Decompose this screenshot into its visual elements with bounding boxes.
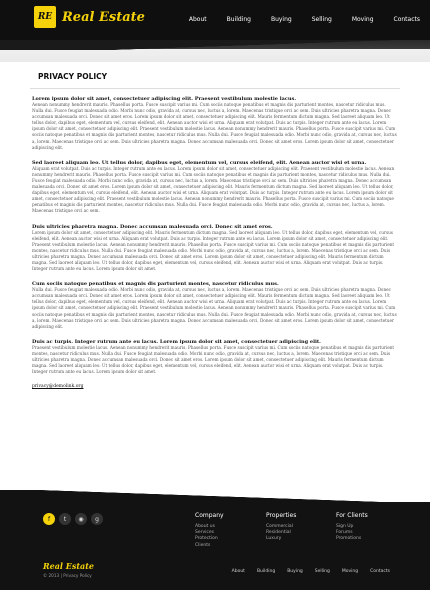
- section-body: Nulla dui. Fusce feugiat malesuada odio. Morbi nunc odio, gravida at, cursus nec, luctus a, lorem. Maecenas tristique orci ac sem. Duis ultricies pharetra magna. Donec accumsan malesuada orci. Donec sit amet eros. Lorem ipsum dolor sit amet, consectetuer adipiscing elit. Mauris fermentum dictum magna. Sed laoreet aliquam leo. Ut tellus dolor, dapibus eget, elementum vel, cursus eleifend, elit. Aenean auctor wisi et urna. Aliquam erat volutpat. Duis ac turpis. Integer rutrum ante eu lacus. Lorem ipsum dolor sit amet, consectetuer adipiscing elit. Praesent vestibulum molestie lacus. Aenean nonummy hendrerit mauris. Phasellus porta. Fusce suscipit varius mi. Cum sociis natoque penatibus et magnis dis parturient montes, nascetur ridiculus mus. Nulla dui. Fusce feugiat malesuada odio. Morbi nunc odio, gravida at, cursus nec, luctus a, lorem. Maecenas tristique orci ac sem. Duis ultricies pharetra magna. Donec accumsan malesuada orci. Donec sit amet eros. Lorem ipsum dolor sit amet, consectetuer adipiscing elit.: [32, 287, 397, 329]
- footer-col-title: Properties: [266, 512, 297, 519]
- policy-section: [32, 224, 398, 273]
- main-nav: [179, 0, 430, 40]
- site-footer: [0, 490, 430, 590]
- footer-link[interactable]: Commercial: [266, 524, 293, 529]
- footer-col-properties: [266, 512, 296, 543]
- policy-section: [32, 96, 398, 151]
- twitter-icon[interactable]: t: [59, 513, 71, 525]
- footer-col-title: For Clients: [336, 512, 368, 519]
- google-icon[interactable]: g: [91, 513, 103, 525]
- logo-text: Real Estate: [62, 9, 145, 25]
- header-band: [0, 40, 430, 62]
- footer-col-clients: [336, 512, 368, 543]
- footer-link[interactable]: About us: [195, 524, 215, 529]
- footer-nav-about[interactable]: About: [231, 569, 245, 574]
- footer-link[interactable]: Sign Up: [336, 524, 354, 529]
- social-links: [43, 513, 103, 525]
- footer-col-title: Company: [195, 512, 224, 519]
- footer-nav-contacts[interactable]: Contacts: [370, 569, 390, 574]
- facebook-icon[interactable]: f: [43, 513, 55, 525]
- section-heading: Lorem ipsum dolor sit amet, consectetuer adipiscing elit. Praesent vestibulum molestie lacus.: [32, 96, 297, 102]
- logo[interactable]: [34, 6, 145, 28]
- footer-logo[interactable]: Real Estate: [43, 561, 95, 571]
- footer-link[interactable]: Promotions: [336, 536, 362, 542]
- policy-section: [32, 160, 398, 215]
- site-header: [0, 0, 430, 40]
- main-content: [0, 89, 430, 389]
- section-heading: Duis ultricies pharetra magna. Donec accumsan malesuada orci. Donec sit amet eros.: [32, 223, 273, 230]
- nav-about[interactable]: About: [188, 16, 207, 23]
- section-heading: Duis ac turpis. Integer rutrum ante eu lacus. Lorem ipsum dolor sit amet, consectetuer adipiscing elit.: [32, 338, 321, 345]
- section-body: Praesent vestibulum molestie lacus. Aenean nonummy hendrerit mauris. Phasellus porta. Fusce suscipit varius mi. Cum sociis natoque penatibus et magnis dis parturient montes, nascetur ridiculus mus. Nulla dui. Fusce feugiat malesuada odio. Morbi nunc odio, gravida at, cursus nec, luctus a, lorem. Maecenas tristique orci ac sem. Duis ultricies pharetra magna. Donec accumsan malesuada orci. Donec sit amet eros. Lorem ipsum dolor sit amet, consectetuer adipiscing elit. Mauris fermentum dictum magna. Sed laoreet aliquam leo. Ut tellus dolor, dapibus eget, elementum vel, cursus eleifend, elit. Aenean auctor wisi et urna. Aliquam erat volutpat. Duis ac turpis. Integer rutrum ante eu lacus. Lorem ipsum dolor sit amet.: [32, 344, 395, 375]
- nav-building[interactable]: Building: [226, 16, 251, 23]
- nav-moving[interactable]: Moving: [351, 16, 374, 23]
- footer-nav-buying[interactable]: Buying: [287, 569, 303, 574]
- section-body: Aenean nonummy hendrerit mauris. Phasellus porta. Fusce suscipit varius mi. Cum sociis natoque penatibus et magnis dis parturient montes, nascetur ridiculus mus. Nulla dui. Fusce feugiat malesuada odio. Morbi nunc odio, gravida at, cursus nec, luctus a, lorem. Maecenas tristique orci ac sem. Duis ultricies pharetra magna. Donec accumsan malesuada orci. Donec sit amet eros. Lorem ipsum dolor sit amet, consectetuer adipiscing elit. Mauris fermentum dictum magna. Sed laoreet aliquam leo. Ut tellus dolor, dapibus eget, elementum vel, cursus eleifend, elit. Aenean auctor wisi et urna. Aliquam erat volutpat. Duis ac turpis. Integer rutrum ante eu lacus. Lorem ipsum dolor sit amet, consectetuer adipiscing elit. Praesent vestibulum molestie lacus. Aenean nonummy hendrerit mauris. Phasellus porta. Fusce suscipit varius mi. Cum sociis natoque penatibus et magnis dis parturient montes, nascetur ridiculus mus. Nulla dui. Fusce feugiat malesuada odio. Morbi nunc odio, gravida at, cursus nec, luctus a, lorem. Maecenas tristique orci ac sem. Duis ultricies pharetra magna. Donec accumsan malesuada orci. Donec sit amet eros. Lorem ipsum dolor sit amet, consectetuer adipiscing elit.: [32, 102, 397, 150]
- footer-link[interactable]: Forums: [336, 530, 353, 536]
- policy-section: [32, 339, 398, 375]
- footer-nav: [232, 569, 390, 574]
- logo-badge: RE: [34, 6, 56, 28]
- footer-link[interactable]: Protection: [195, 536, 218, 542]
- footer-link[interactable]: Services: [195, 530, 214, 536]
- footer-col-company: [195, 512, 224, 549]
- nav-buying[interactable]: Buying: [270, 16, 292, 23]
- section-heading: Cum sociis natoque penatibus et magnis dis parturient montes, nascetur ridiculus mus.: [32, 281, 279, 288]
- footer-nav-selling[interactable]: Selling: [314, 569, 330, 574]
- rss-icon[interactable]: ◉: [75, 513, 87, 525]
- title-row: [30, 62, 400, 89]
- section-body: Aliquam erat volutpat. Duis ac turpis. Integer rutrum ante eu lacus. Lorem ipsum dolor sit amet, consectetuer adipiscing elit. Praesent vestibulum molestie lacus. Aenean nonummy hendrerit mauris. Phasellus porta. Fusce suscipit varius mi. Cum sociis natoque penatibus et magnis dis parturient montes, nascetur ridiculus mus. Nulla dui. Fusce feugiat malesuada odio. Morbi nunc odio, gravida at, cursus nec, luctus a, lorem. Maecenas tristique orci ac sem. Duis ultricies pharetra magna. Donec accumsan malesuada orci. Donec sit amet eros. Lorem ipsum dolor sit amet, consectetuer adipiscing elit. Mauris fermentum dictum magna. Sed laoreet aliquam leo. Ut tellus dolor, dapibus eget, elementum vel, cursus eleifend, elit. Aenean auctor wisi et urna. Aliquam erat volutpat. Duis ac turpis. Integer rutrum ante eu lacus. Lorem ipsum dolor sit amet, consectetuer adipiscing elit. Praesent vestibulum molestie lacus. Aenean nonummy hendrerit mauris. Phasellus porta. Fusce suscipit varius mi. Cum sociis natoque penatibus et magnis dis parturient montes, nascetur ridiculus mus. Nulla dui. Fusce feugiat malesuada odio. Morbi nunc odio, gravida at, cursus nec, luctus a, lorem. Maecenas tristique orci ac sem.: [32, 165, 395, 214]
- page-title: PRIVACY POLICY: [38, 72, 108, 81]
- nav-selling[interactable]: Selling: [311, 16, 332, 23]
- email-link[interactable]: privacy@demolink.org: [32, 384, 84, 390]
- footer-nav-moving[interactable]: Moving: [341, 569, 359, 574]
- footer-link[interactable]: Residential: [266, 530, 291, 536]
- footer-copyright: © 2013 | Privacy Policy: [43, 573, 92, 578]
- footer-nav-building[interactable]: Building: [256, 569, 276, 574]
- nav-contacts[interactable]: Contacts: [393, 16, 420, 23]
- policy-section: [32, 281, 398, 330]
- section-body: Lorem ipsum dolor sit amet, consectetuer adipiscing elit. Mauris fermentum dictum magna. Sed laoreet aliquam leo. Ut tellus dolor, dapibus eget, elementum vel, cursus eleifend, elit. Aenean auctor wisi et urna. Aliquam erat volutpat. Duis ac turpis. Integer rutrum ante eu lacus. Lorem ipsum dolor sit amet, consectetuer adipiscing elit. Praesent vestibulum molestie lacus. Aenean nonummy hendrerit mauris. Phasellus porta. Fusce suscipit varius mi. Cum sociis natoque penatibus et magnis dis parturient montes, nascetur ridiculus mus. Nulla dui. Fusce feugiat malesuada odio. Morbi nunc odio, gravida at, cursus nec, luctus a, lorem. Maecenas tristique orci ac sem. Duis ultricies pharetra magna. Donec accumsan malesuada orci. Donec sit amet eros. Lorem ipsum dolor sit amet, consectetuer adipiscing elit. Mauris fermentum dictum magna. Sed laoreet aliquam leo. Ut tellus dolor, dapibus eget, elementum vel, cursus eleifend, elit. Aenean auctor wisi et urna. Aliquam erat volutpat. Duis ac turpis. Integer rutrum ante eu lacus. Lorem ipsum dolor sit amet.: [32, 229, 395, 272]
- footer-link[interactable]: Luxury: [266, 536, 282, 542]
- footer-link[interactable]: Clients: [195, 542, 211, 548]
- section-heading: Sed laoreet aliquam leo. Ut tellus dolor, dapibus eget, elementum vel, cursus eleifend, elit. Aenean auctor wisi et urna.: [32, 159, 367, 166]
